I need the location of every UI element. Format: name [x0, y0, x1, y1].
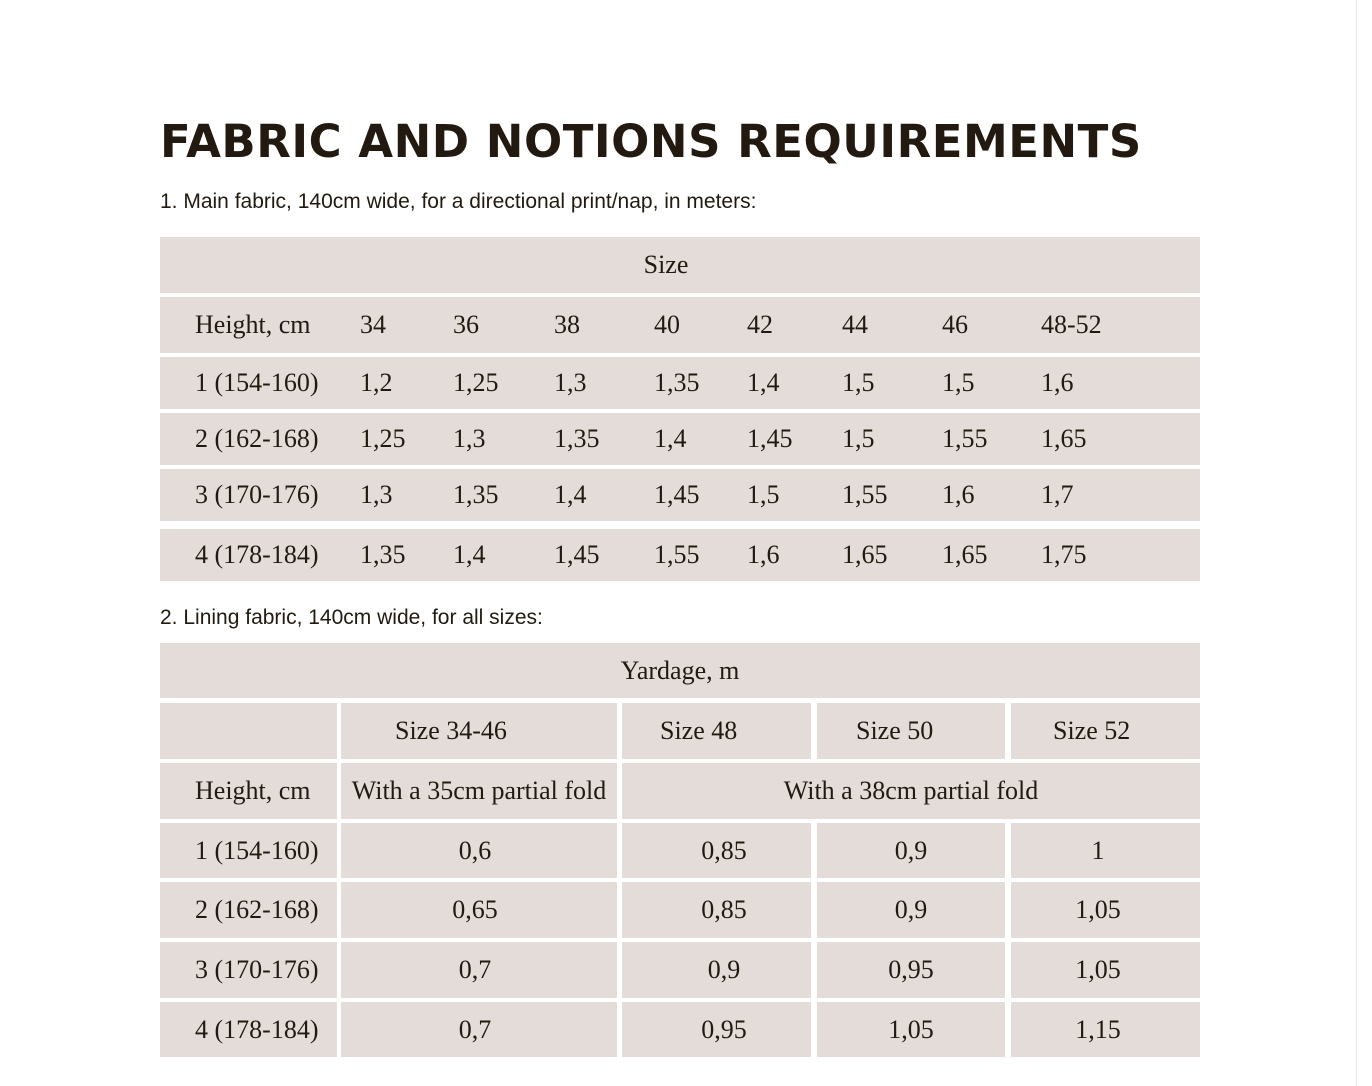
size-col-header: 48-52	[1041, 310, 1102, 339]
size-col-header	[817, 703, 1005, 759]
size-col-header: 34	[360, 310, 386, 339]
value-text: 1	[1091, 835, 1105, 865]
height-label: 1 (154-160)	[195, 835, 319, 865]
value-cell: 1,6	[942, 480, 975, 509]
height-cell	[160, 1002, 337, 1057]
value-cell: 1,25	[453, 368, 499, 397]
height-header: Height, cm	[195, 310, 311, 339]
value-cell	[622, 942, 811, 998]
height-cell: 3 (170-176)	[195, 480, 319, 509]
size-col-header: 46	[942, 310, 968, 339]
value-cell	[817, 1002, 1005, 1057]
value-cell: 1,45	[554, 540, 600, 569]
value-cell: 1,55	[654, 540, 700, 569]
value-cell: 1,65	[842, 540, 888, 569]
size-col-label: Size 50	[856, 716, 934, 745]
value-text: 1,15	[1075, 1014, 1121, 1044]
height-label: 4 (178-184)	[195, 1014, 319, 1044]
main-header-row	[160, 297, 1200, 353]
value-cell	[622, 1002, 811, 1057]
value-text: 0,65	[452, 895, 498, 924]
value-text: 0,95	[701, 1014, 747, 1044]
value-text: 0,85	[701, 835, 747, 865]
value-text: 0,9	[894, 835, 928, 865]
height-cell: 4 (178-184)	[195, 540, 319, 569]
value-cell: 1,55	[842, 480, 888, 509]
value-text: 0,7	[458, 1014, 492, 1044]
value-cell	[817, 823, 1005, 878]
value-cell	[622, 882, 811, 938]
value-cell	[341, 882, 617, 938]
yardage-header: Yardage, m	[160, 643, 1200, 698]
value-cell: 1,4	[654, 424, 687, 453]
value-cell	[341, 1002, 617, 1057]
height-cell: 2 (162-168)	[195, 424, 319, 453]
size-col-header	[622, 703, 811, 759]
value-cell	[341, 823, 617, 878]
value-cell: 1,6	[1041, 368, 1074, 397]
value-cell: 1,65	[1041, 424, 1087, 453]
height-label: 2 (162-168)	[195, 895, 319, 924]
value-cell: 1,25	[360, 424, 406, 453]
value-text: 1,05	[1075, 895, 1121, 924]
fold-38-cell: With a 38cm partial fold	[622, 763, 1200, 819]
height-label: 3 (170-176)	[195, 955, 319, 984]
empty-corner-cell	[160, 703, 337, 759]
value-cell: 1,3	[360, 480, 393, 509]
value-cell: 1,2	[360, 368, 393, 397]
value-cell: 1,6	[747, 540, 780, 569]
value-cell	[1011, 1002, 1200, 1057]
value-cell: 1,35	[654, 368, 700, 397]
value-cell: 1,45	[747, 424, 793, 453]
value-cell: 1,5	[747, 480, 780, 509]
fold-35-cell: With a 35cm partial fold	[341, 763, 617, 819]
size-col-label: Size 48	[660, 716, 738, 745]
value-cell: 1,75	[1041, 540, 1087, 569]
value-cell: 1,4	[453, 540, 486, 569]
value-cell	[622, 823, 811, 878]
value-text: 0,9	[707, 955, 741, 984]
size-col-header: 40	[654, 310, 680, 339]
size-col-header: 42	[747, 310, 773, 339]
value-cell: 1,4	[554, 480, 587, 509]
height-cell	[160, 823, 337, 878]
value-cell: 1,65	[942, 540, 988, 569]
size-header: Size	[160, 237, 1200, 293]
size-col-header	[341, 703, 617, 759]
value-text: 0,95	[888, 955, 934, 984]
size-col-header: 44	[842, 310, 868, 339]
value-cell: 1,5	[842, 424, 875, 453]
value-text: 1,05	[1075, 955, 1121, 984]
height-cell	[160, 942, 337, 998]
value-cell: 1,3	[453, 424, 486, 453]
value-cell: 1,35	[453, 480, 499, 509]
value-cell: 1,4	[747, 368, 780, 397]
value-cell: 1,5	[842, 368, 875, 397]
value-cell: 1,55	[942, 424, 988, 453]
value-cell: 1,5	[942, 368, 975, 397]
size-col-label: Size 34-46	[395, 716, 507, 745]
size-col-header	[1011, 703, 1200, 759]
value-cell: 1,7	[1041, 480, 1074, 509]
lining-fabric-label: 2. Lining fabric, 140cm wide, for all sizes:	[160, 606, 543, 629]
value-cell	[1011, 882, 1200, 938]
table-row	[160, 357, 1200, 409]
value-cell: 1,3	[554, 368, 587, 397]
value-text: 0,7	[458, 955, 492, 984]
height-header-cell	[160, 763, 337, 819]
table-row	[160, 469, 1200, 521]
value-cell	[1011, 823, 1200, 878]
main-fabric-label: 1. Main fabric, 140cm wide, for a directional print/nap, in meters:	[160, 190, 757, 213]
page-title: FABRIC AND NOTIONS REQUIREMENTS	[160, 115, 1142, 168]
height-cell	[160, 882, 337, 938]
value-cell: 1,35	[554, 424, 600, 453]
size-col-header: 36	[453, 310, 479, 339]
height-cell: 1 (154-160)	[195, 368, 319, 397]
page-edge-divider	[1356, 0, 1357, 1086]
height-header: Height, cm	[195, 776, 311, 805]
value-text: 0,6	[458, 835, 492, 865]
table-row	[160, 413, 1200, 465]
value-text: 0,85	[701, 895, 747, 924]
value-cell	[1011, 942, 1200, 998]
value-cell: 1,45	[654, 480, 700, 509]
size-col-label: Size 52	[1053, 716, 1131, 745]
value-cell	[817, 942, 1005, 998]
size-col-header: 38	[554, 310, 580, 339]
value-text: 1,05	[888, 1014, 934, 1044]
table-row	[160, 529, 1200, 581]
value-cell: 1,35	[360, 540, 406, 569]
value-cell	[817, 882, 1005, 938]
value-text: 0,9	[894, 895, 928, 924]
value-cell	[341, 942, 617, 998]
